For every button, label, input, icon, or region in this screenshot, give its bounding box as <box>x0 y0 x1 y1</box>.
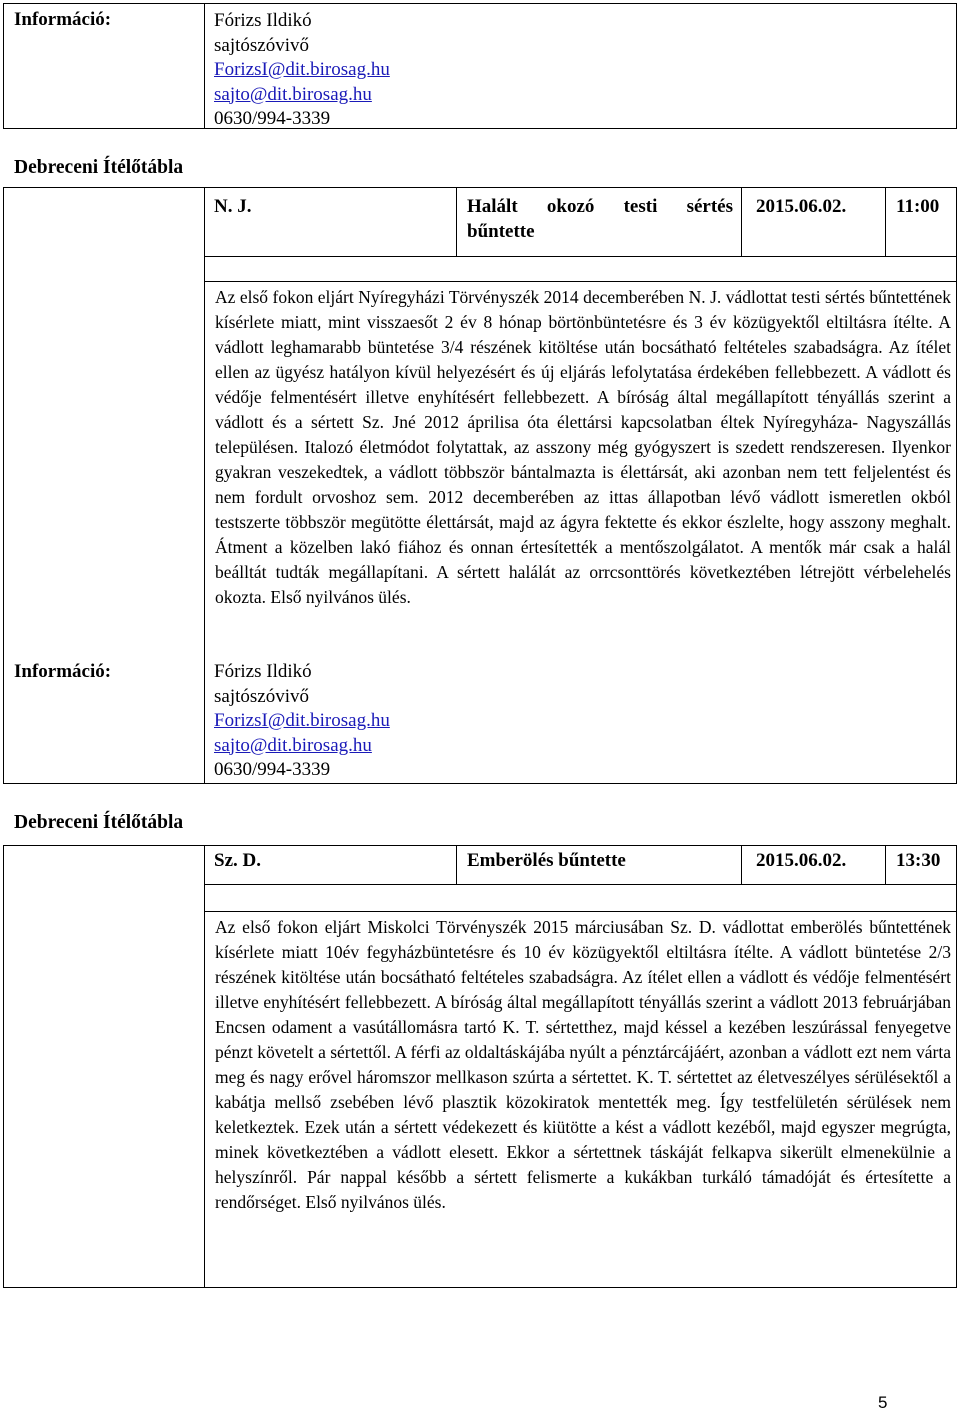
contact-phone: 0630/994-3339 <box>214 759 331 780</box>
contact-name: Fórizs Ildikó <box>214 10 312 31</box>
case-defendant: Sz. D. <box>214 850 261 871</box>
case-offense-cell <box>456 187 742 257</box>
case-time-cell <box>885 187 957 257</box>
case-offense: Halált okozó testi sértés bűntette <box>467 196 733 242</box>
contact-name: Fórizs Ildikó <box>214 661 312 682</box>
page-number: 5 <box>878 1393 888 1412</box>
case-time: 13:30 <box>896 850 941 871</box>
contact-email-link[interactable]: ForizsI@dit.birosag.hu <box>214 710 390 731</box>
case-defendant-cell <box>204 187 457 257</box>
court-name: Debreceni Ítélőtábla <box>14 812 184 833</box>
case-time-cell <box>885 845 957 885</box>
case-description: Az első fokon eljárt Miskolci Törvényszék 2015 márciusában Sz. D. vádlottat emberölés bűntettének kísérlete miatt 10év fegyházbüntetésre és 10 év közügyektől eltiltásra ítélte. A vádlott büntetése 2/3 részének kitöltése után bocsátható feltételes szabadságra. Az ítélet ellen a vádlott és védője felmentésért illetve enyhítésért fellebbezett. A bíróság által megállapított tényállás szerint a vádlott 2013 februárjában Encsen odament a vasútállomásra tartó K. T. sértetthez, majd késsel a kezében leszúrással fenyegetve pénzt követelt a sértettől. A férfi az oldaltáskájába nyúlt a pénztárcájáért, azonban a vádlott ezt nem várta meg és nagy erővel háromszor mellkason szúrta a sértettet. K. T. sértettet az életveszélyes sérülésektől a kabátja mellső zsebében lévő plasztik közokiratok mentették meg. Így testfelületén sérülések nem keletkeztek. Ezek után a sértett védekezett és kiütötte a kést a vádlott kezéből, majd egyszer megrúgta, minek következtében a vádlott elesett. Ekkor a sértettnek táskáját felkapva sikerült elmenekülnie a helyszínről. Pár nappal később a sértett felismerte a kukákban turkáló támadóját és értesítette a rendőrséget. Első nyilvános ülés. <box>215 917 951 1212</box>
contact-press-email-link[interactable]: sajto@dit.birosag.hu <box>214 83 372 105</box>
case-date: 2015.06.02. <box>756 196 847 217</box>
case-description-cell <box>204 911 957 1288</box>
contact-role: sajtószóvivő <box>214 34 309 56</box>
case-date: 2015.06.02. <box>756 850 847 871</box>
case-spacer-cell <box>204 884 957 912</box>
case-date-cell <box>741 187 886 257</box>
case-defendant: N. J. <box>214 196 252 217</box>
case-offense: Emberölés bűntette <box>467 850 626 871</box>
contact-cell <box>204 3 957 129</box>
info-label: Információ: <box>14 9 112 30</box>
contact-press-email-link[interactable]: sajto@dit.birosag.hu <box>214 734 372 756</box>
case-offense-cell <box>456 845 742 885</box>
contact-phone: 0630/994-3339 <box>214 108 331 129</box>
case-time: 11:00 <box>896 196 940 217</box>
case-left-column <box>3 845 205 1288</box>
court-name: Debreceni Ítélőtábla <box>14 157 184 178</box>
case-description: Az első fokon eljárt Nyíregyházi Törvényszék 2014 decemberében N. J. vádlottat testi sértés bűntettének kísérlete miatt, mint visszaesőt 2 év 8 hónap börtönbüntetésre és 3 év közügyektől eltiltásra ítélte. A vádlott leghamarabb büntetése 3/4 részének kitöltése után bocsátható feltételes szabadságra. Az ítélet ellen az ügyész hatályon kívül helyezésért és új eljárás lefolytatása érdekében fellebbezett. A vádlott és védője felmentésért illetve enyhítésért fellebbezett. A bíróság által megállapított tényállás szerint a vádlott és a sértett Sz. Jné 2012 áprilisa óta élettársi kapcsolatban éltek Nyíregyháza- Nagyszállás településen. Italozó életmódot folytattak, az asszony még gyógyszert is szedett rendszeresen. Ilyenkor gyakran veszekedtek, a vádlott többször bántalmazta is élettársát, aki azonban nem tett feljelentést és nem fordult orvoshoz sem. 2012 decemberében az ittas állapotban lévő vádlott ismeretlen okból testszerte többször megütötte élettársát, majd az ágyra fektette és ekkor észlelte, hogy asszony meghalt. Átment a közelben lakó fiához és onnan értesítették a mentőszolgálatot. A mentők már csak a halál beálltát tudták megállapítani. A sértett halálát az orrcsonttörés következtében létrejött vérbelehelés okozta. Első nyilvános ülés. <box>215 287 951 607</box>
case-date-cell <box>741 845 886 885</box>
case-left-column <box>3 187 205 784</box>
contact-email-link[interactable]: ForizsI@dit.birosag.hu <box>214 59 390 80</box>
case-defendant-cell <box>204 845 457 885</box>
info-label-cell <box>3 3 205 129</box>
info-label: Információ: <box>14 661 112 682</box>
case-spacer-cell <box>204 256 957 282</box>
contact-role: sajtószóvivő <box>214 685 309 707</box>
case-description-cell <box>204 281 957 784</box>
